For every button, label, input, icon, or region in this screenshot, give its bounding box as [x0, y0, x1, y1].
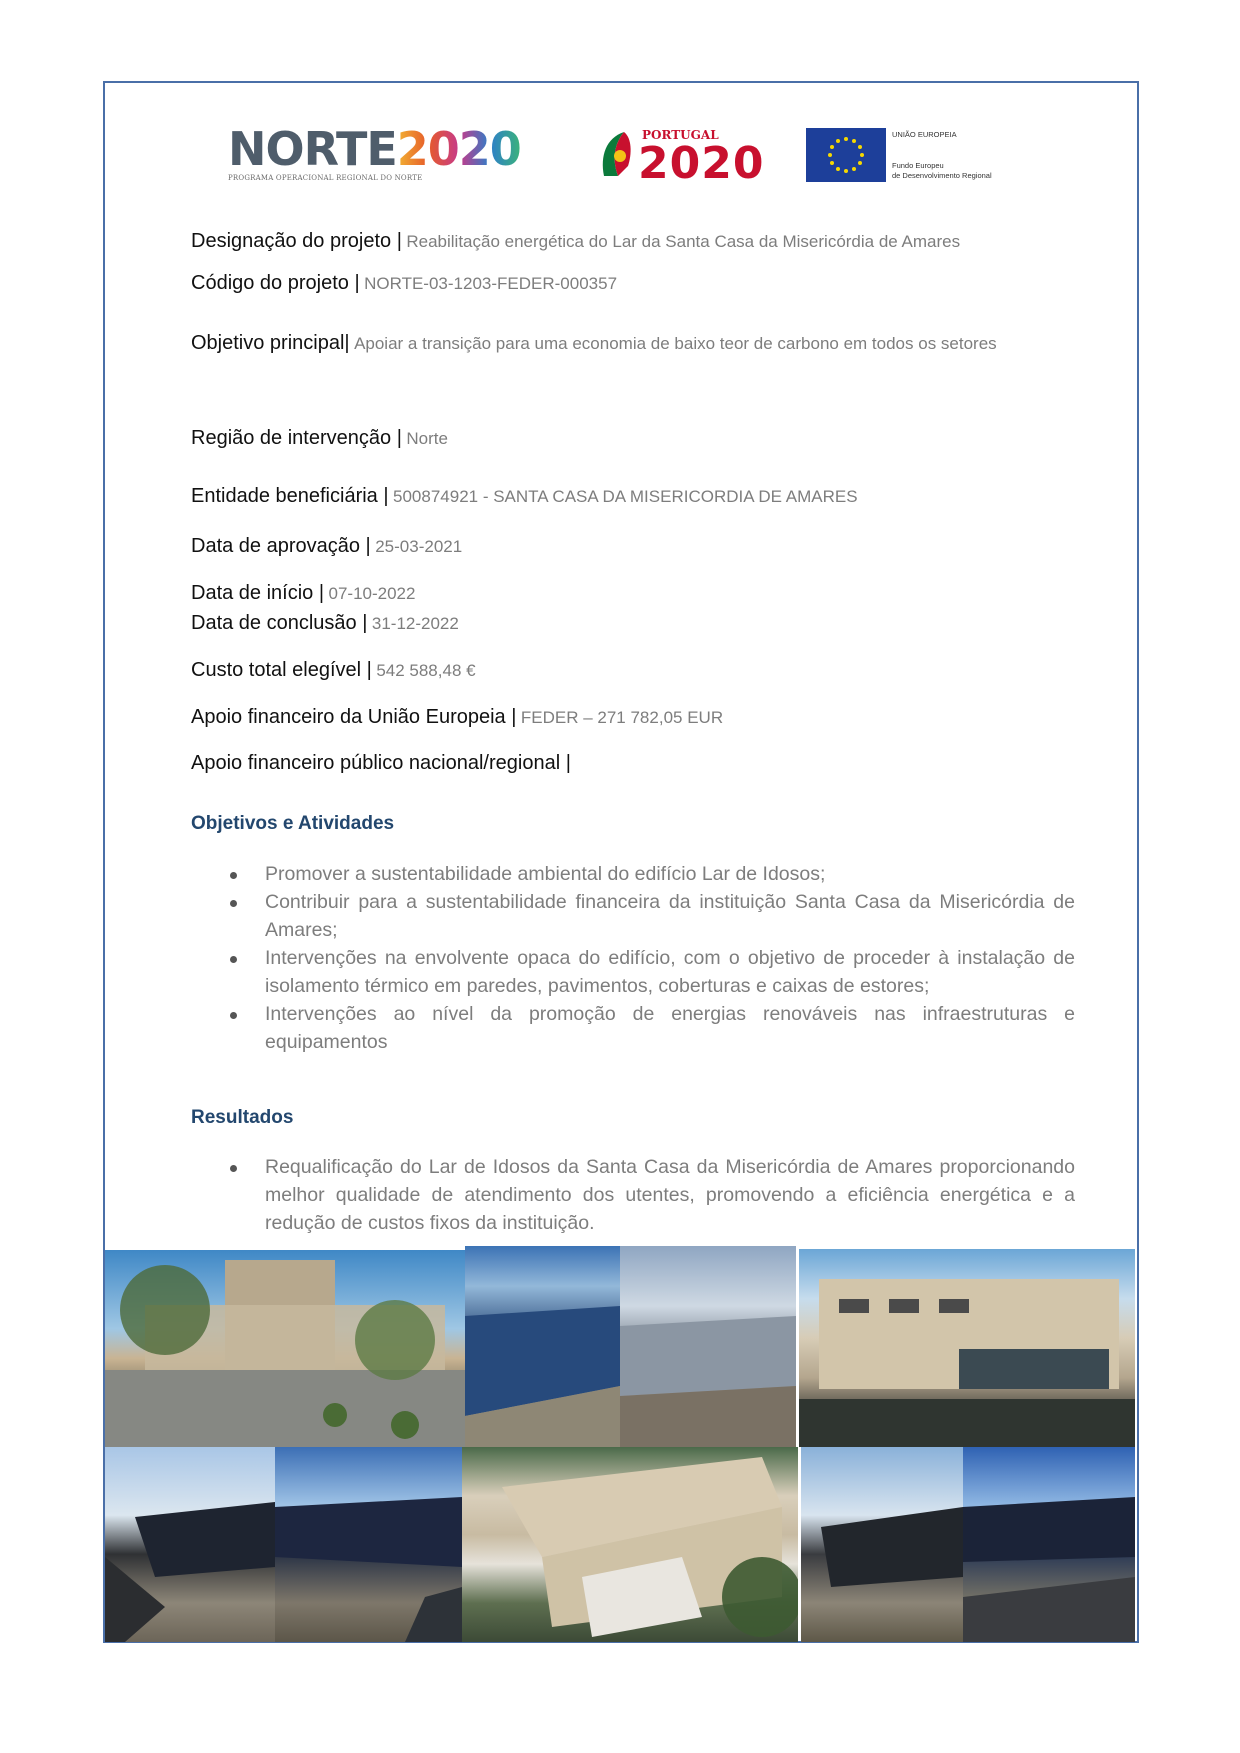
field-label: Código do projeto | — [191, 272, 360, 294]
eu-flag-icon — [806, 128, 886, 182]
photo-solar-panels-3 — [801, 1447, 963, 1642]
list-item-text: Requalificação do Lar de Idosos da Santa Casa da Misericórdia de Amares proporcionando melhor qualidade de atendimento dos utentes, promovendo a eficiência energética e a redução de custos fixos da instituição. — [265, 1156, 1075, 1234]
portugal2020-logo — [598, 126, 773, 189]
field-value: Norte — [406, 429, 448, 448]
field-label: Data de conclusão | — [191, 612, 368, 634]
photo-building-terrace — [799, 1249, 1135, 1447]
field-entidade — [191, 485, 858, 508]
field-label: Data de aprovação | — [191, 535, 371, 557]
photo-solar-thermal-2 — [620, 1246, 796, 1447]
resultados-heading: Resultados — [191, 1107, 294, 1128]
field-designacao — [191, 230, 960, 253]
field-data-conclusao — [191, 612, 459, 635]
list-item-text: Intervenções na envolvente opaca do edifício, com o objetivo de proceder à instalação de isolamento térmico em paredes, pavimentos, coberturas e caixas de estores; — [265, 947, 1075, 997]
field-value: Apoiar a transição para uma economia de baixo teor de carbono em todos os setores — [354, 334, 997, 353]
norte-logo-subtitle: PROGRAMA OPERACIONAL REGIONAL DO NORTE — [228, 174, 423, 182]
field-value: 25-03-2021 — [375, 537, 463, 556]
field-label: Região de intervenção | — [191, 427, 402, 449]
field-apoio-nacional — [191, 752, 571, 775]
field-label: Objetivo principal| — [191, 332, 350, 354]
list-item-text: Contribuir para a sustentabilidade financeira da instituição Santa Casa da Misericórdia de Amares; — [265, 891, 1075, 941]
photo-building-entrance — [105, 1250, 465, 1447]
photo-solar-panels-4 — [963, 1447, 1135, 1642]
field-objetivo — [191, 323, 1061, 365]
field-codigo — [191, 272, 617, 295]
field-label: Entidade beneficiária | — [191, 485, 389, 507]
field-label: Apoio financeiro público nacional/regional | — [191, 752, 571, 774]
norte-logo-text: NORTE — [228, 122, 397, 176]
field-data-inicio — [191, 582, 415, 605]
list-item — [200, 888, 1075, 944]
list-item — [200, 1000, 1075, 1056]
eu-logo-line2: Fundo Europeu — [892, 161, 944, 170]
field-value: 500874921 - SANTA CASA DA MISERICORDIA DE AMARES — [393, 487, 858, 506]
field-value: 07-10-2022 — [328, 584, 416, 603]
field-value: Reabilitação energética do Lar da Santa Casa da Misericórdia de Amares — [406, 232, 961, 251]
portugal-flag-icon — [598, 126, 638, 184]
eu-logo — [806, 128, 1006, 184]
photo-solar-panels-2 — [275, 1447, 462, 1642]
objetivos-list — [200, 860, 1075, 1056]
eu-logo-line3: de Desenvolvimento Regional — [892, 171, 992, 180]
bullet-icon — [230, 1012, 237, 1019]
field-value: FEDER – 271 782,05 EUR — [520, 708, 724, 727]
field-regiao — [191, 427, 448, 450]
field-custo — [191, 659, 476, 682]
resultados-list — [200, 1153, 1075, 1237]
bullet-icon — [230, 1165, 237, 1172]
portugal-logo-label: PORTUGAL — [642, 128, 719, 142]
field-label: Apoio financeiro da União Europeia | — [191, 706, 517, 728]
field-value: 31-12-2022 — [371, 614, 459, 633]
bullet-icon — [230, 900, 237, 907]
field-data-aprovacao — [191, 535, 462, 558]
list-item-text: Promover a sustentabilidade ambiental do edifício Lar de Idosos; — [265, 863, 826, 885]
portugal-logo-year: 2020 — [638, 138, 765, 189]
list-item — [200, 944, 1075, 1000]
list-item — [200, 1153, 1075, 1237]
photo-building-aerial — [462, 1447, 798, 1642]
list-item-text: Intervenções ao nível da promoção de energias renováveis nas infraestruturas e equipamentos — [265, 1003, 1075, 1053]
field-label: Data de início | — [191, 582, 325, 604]
field-label: Custo total elegível | — [191, 659, 372, 681]
field-value: 542 588,48 € — [376, 661, 476, 680]
bullet-icon — [230, 956, 237, 963]
field-value: NORTE-03-1203-FEDER-000357 — [364, 274, 618, 293]
bullet-icon — [230, 872, 237, 879]
photo-solar-panels-1 — [105, 1447, 275, 1642]
norte-logo-year: 2020 — [396, 122, 521, 176]
norte2020-logo — [228, 122, 568, 186]
objetivos-heading: Objetivos e Atividades — [191, 813, 395, 834]
field-apoio-ue — [191, 706, 723, 729]
list-item — [200, 860, 1075, 888]
field-label: Designação do projeto | — [191, 230, 402, 252]
eu-logo-line1: UNIÃO EUROPEIA — [892, 130, 957, 139]
photo-solar-thermal-1 — [465, 1246, 620, 1447]
